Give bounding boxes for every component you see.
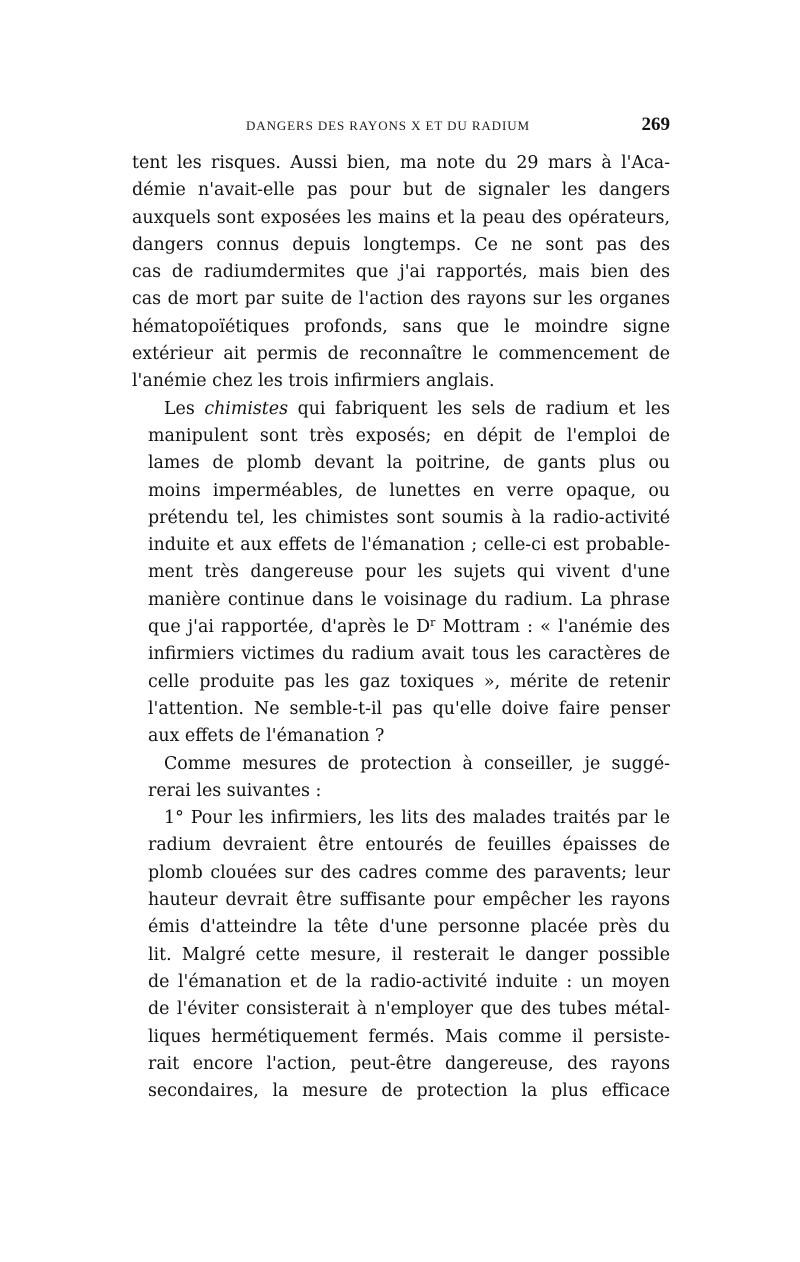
text-line: l'attention. Ne semble-t-il pas qu'elle doive faire penser (148, 698, 670, 719)
text-line: cas de radiumdermites que j'ai rapportés, mais bien des (132, 262, 670, 283)
text-line: hauteur devrait être suffisante pour empêcher les rayons (148, 890, 670, 911)
text-line: moins imperméables, de lunettes en verre opaque, ou (148, 480, 670, 501)
text-line: cas de mort par suite de l'action des rayons sur les organes (132, 289, 670, 310)
paragraph-4 (132, 805, 670, 1105)
text-line: induite et aux effets de l'émanation ; celle-ci est probable- (148, 535, 670, 556)
body-text (132, 150, 670, 1105)
text-line: hématopoïétiques profonds, sans que le moindre signe (132, 316, 670, 337)
text-line: secondaires, la mesure de protection la plus efficace (148, 1081, 670, 1102)
text-line: de l'émanation et de la radio-activité induite : un moyen (148, 971, 670, 992)
text-line: ment très dangereuse pour les sujets qui vivent d'une (148, 562, 670, 583)
text-run: qui fabriquent les sels de radium et les (288, 398, 670, 419)
paragraph-2 (132, 396, 670, 751)
paragraph-1 (132, 150, 670, 396)
text-line: extérieur ait permis de reconnaître le commencement de (132, 344, 670, 365)
text-line: tent les risques. Aussi bien, ma note du 29 mars à l'Aca- (132, 153, 670, 173)
text-line: lit. Malgré cette mesure, il resterait le danger possible (148, 944, 670, 965)
text-line: dangers connus depuis longtemps. Ce ne sont pas des (132, 234, 670, 255)
superscript: r (430, 616, 436, 630)
text-line: radium devraient être entourés de feuilles épaisses de (148, 835, 670, 856)
text-line: manière continue dans le voisinage du radium. La phrase (148, 589, 670, 610)
text-line: plomb clouées sur des cadres comme des paravents; leur (148, 862, 670, 883)
text-line: l'anémie chez les trois infirmiers anglais. (132, 371, 495, 392)
text-line: manipulent sont très exposés; en dépit de l'emploi de (148, 425, 670, 446)
text-line: infirmiers victimes du radium avait tous les caractères de (148, 644, 670, 665)
page-number: 269 (641, 114, 670, 135)
text-line: 1° Pour les infirmiers, les lits des malades traités par le (164, 808, 670, 829)
text-line: prétendu tel, les chimistes sont soumis à la radio-activité (148, 507, 670, 528)
text-run: Mottram : « l'anémie des (435, 617, 670, 638)
text-run: que j'ai rapportée, d'après le D (148, 617, 431, 638)
text-line-dr (132, 614, 670, 641)
text-line: celle produite pas les gaz toxiques », mérite de retenir (148, 671, 670, 692)
italic-term: chimistes (204, 398, 289, 419)
text-line: émis d'atteindre la tête d'une personne placée près du (148, 917, 670, 938)
text-line: lames de plomb devant la poitrine, de gants plus ou (148, 453, 670, 474)
text-run: Les (164, 398, 205, 419)
page-header (132, 116, 670, 138)
text-line: rerai les suivantes : (148, 780, 322, 801)
text-line: aux effets de l'émanation ? (148, 726, 385, 747)
running-head: DANGERS DES RAYONS X ET DU RADIUM (246, 118, 530, 133)
text-line: auxquels sont exposées les mains et la peau des opérateurs, (132, 207, 670, 228)
text-line: démie n'avait-elle pas pour but de signaler les dangers (132, 180, 670, 201)
paragraph-3 (132, 751, 670, 806)
text-line: rait encore l'action, peut-être dangereuse, des rayons (148, 1053, 670, 1074)
text-line-first (132, 396, 670, 423)
text-line: Comme mesures de protection à conseiller, je suggé- (164, 753, 670, 774)
text-line: de l'éviter consisterait à n'employer que des tubes métal- (148, 999, 670, 1020)
text-line: liques hermétiquement fermés. Mais comme il persiste- (148, 1026, 670, 1047)
